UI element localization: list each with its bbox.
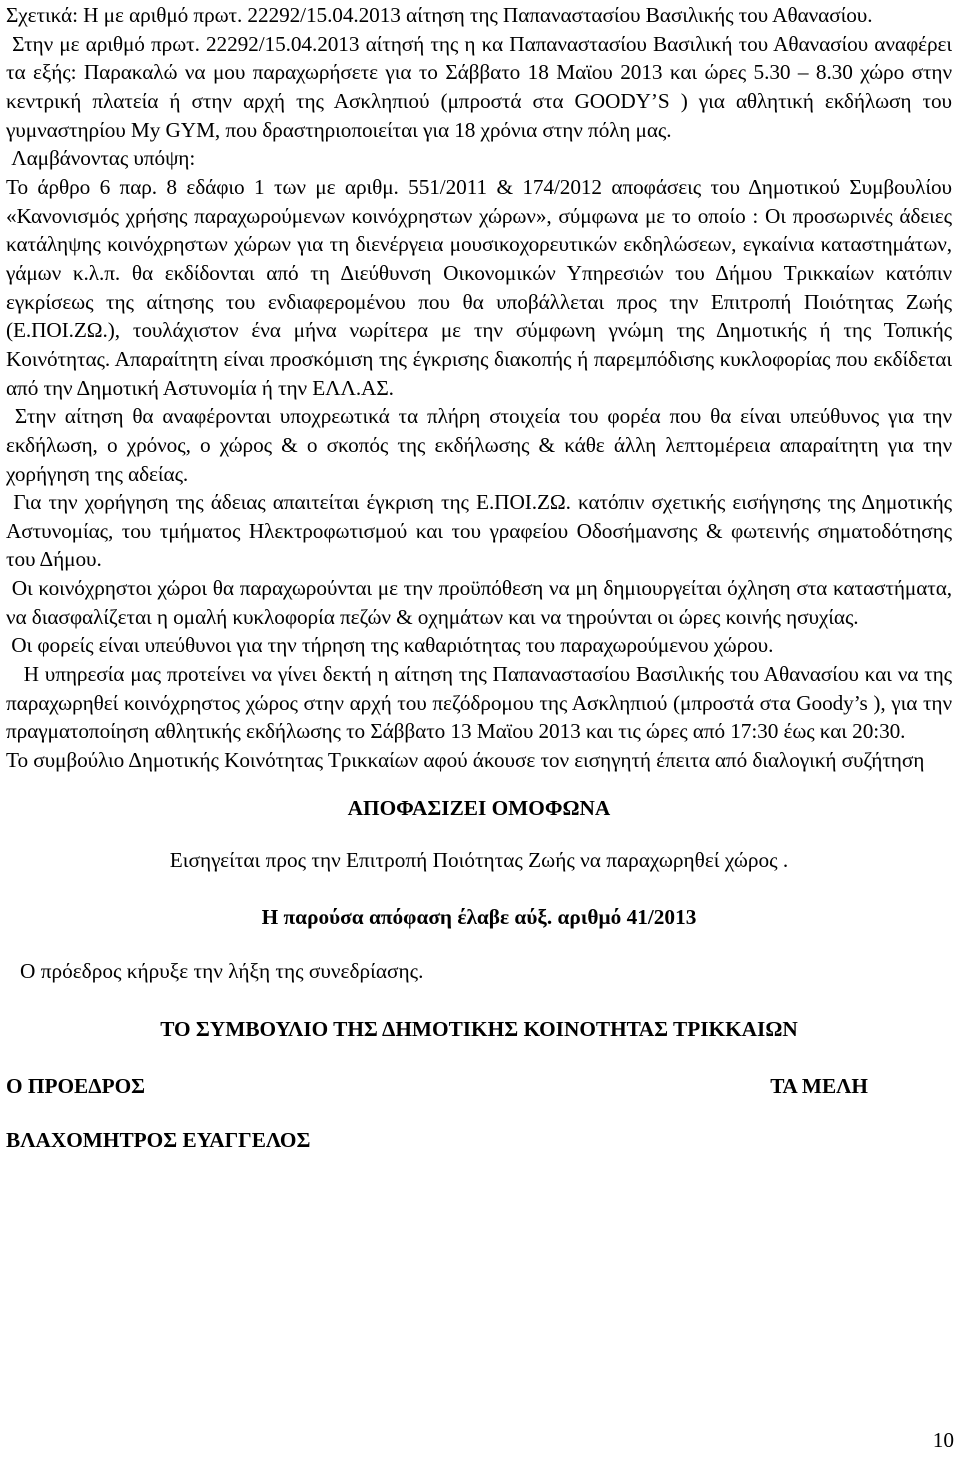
request-paragraph: Στην με αριθμό πρωτ. 22292/15.04.2013 αίτησή της η κα Παπαναστασίου Βασιλική του Αθανασίου αναφέρει τα εξής: Παρακαλώ να μου παραχωρήσετε για το Σάββατο 18 Μαϊου 2013 και ώρες 5.30 – 8.30 χώρο στην κεντρική πλατεία ή στην αρχή της Ασκληπιού (μπροστά στα GOODY’S ) για αθλητική εκδήλωση του γυμναστηρίου My GYM, που δραστηριοποιείται για 18 χρόνια στην πόλη μας. bbox=[6, 31, 952, 142]
members-label: ΤΑ ΜΕΛΗ bbox=[770, 1073, 868, 1098]
council-discussion-paragraph: Το συμβούλιο Δημοτικής Κοινότητας Τρικκαίων αφού άκουσε τον εισηγητή έπειτα από διαλογική συζήτηση bbox=[6, 748, 925, 773]
page-number: 10 bbox=[932, 1428, 954, 1452]
cleanliness-paragraph: Οι φορείς είναι υπεύθυνοι για την τήρηση της καθαριότητας του παραχωρούμενου χώρου. bbox=[6, 633, 774, 658]
approval-paragraph: Για την χορήγηση της άδειας απαιτείται έγκριση της Ε.ΠΟΙ.ΖΩ. κατόπιν σχετικής εισήγησης της Δημοτικής Αστυνομίας, του τμήματος Ηλεκτροφωτισμού και του γραφείου Οδοσήμανσης & φωτεινής σηματοδότησης του Δήμου. bbox=[6, 490, 952, 572]
decision-heading: ΑΠΟΦΑΣΙΖΕΙ ΟΜΟΦΩΝΑ bbox=[347, 795, 611, 820]
document-body bbox=[6, 1, 952, 775]
application-details-paragraph: Στην αίτηση θα αναφέρονται υποχρεωτικά τα πλήρη στοιχεία του φορέα που θα είναι υπεύθυνος για την εκδήλωση, ο χρόνος, ο χώρος & ο σκοπός της εκδήλωσης & κάθε άλλη λεπτομέρεια απαραίτητη για την χορήγηση της αδείας. bbox=[6, 404, 952, 486]
president-label: Ο ΠΡΟΕΔΡΟΣ bbox=[6, 1073, 146, 1098]
recommendation-text: Εισηγείται προς την Επιτροπή Ποιότητας Ζωής να παραχωρηθεί χώρος . bbox=[169, 847, 789, 872]
regulation-paragraph: Το άρθρο 6 παρ. 8 εδάφιο 1 των με αριθμ. 551/2011 & 174/2012 αποφάσεις του Δημοτικού Συμβουλίου «Κανονισμός χρήσης παραχωρούμενων κοινόχρηστων χώρων», σύμφωνα με το οποίο : Οι προσωρινές άδειες κατάληψης κοινόχρηστων χώρων για τη διενέργεια μουσικοχορευτικών εκδηλώσεων, εγκαίνια καταστημάτων, γάμων κ.λ.π. θα εκδίδονται από τη Διεύθυνση Οικονομικών Υπηρεσιών του Δήμου Τρικκαίων κατόπιν εγκρίσεως της αίτησης του ενδιαφερομένου που θα υποβάλλεται προς την Επιτροπή Ποιότητας Ζωής (Ε.ΠΟΙ.ΖΩ.), τουλάχιστον ένα μήνα νωρίτερα με την σύμφωνη γνώμη της Δημοτικής ή της Τοπικής Κοινότητας. Απαραίτητη είναι προσκόμιση της έγκρισης διακοπής ή παρεμπόδισης κυκλοφορίας που εκδίδεται από την Δημοτική Αστυνομία ή την ΕΛΛ.ΑΣ. bbox=[6, 174, 952, 400]
considering-label: Λαμβάνοντας υπόψη: bbox=[6, 146, 196, 171]
subject-paragraph: Σχετικά: Η με αριθμό πρωτ. 22292/15.04.2013 αίτηση της Παπαναστασίου Βασιλικής του Αθανασίου. bbox=[6, 3, 873, 27]
president-name: ΒΛΑΧΟΜΗΤΡΟΣ ΕΥΑΓΓΕΛΟΣ bbox=[6, 1127, 311, 1152]
conditions-paragraph: Οι κοινόχρηστοι χώροι θα παραχωρούνται με την προϋπόθεση να μη δημιουργείται όχληση στα καταστήματα, να διασφαλίζεται η ομαλή κυκλοφορία πεζών & οχημάτων και να τηρούνται οι ώρες κοινής ησυχίας. bbox=[6, 576, 952, 629]
council-name: ΤΟ ΣΥΜΒΟΥΛΙΟ ΤΗΣ ΔΗΜΟΤΙΚΗΣ ΚΟΙΝΟΤΗΤΑΣ ΤΡΙΚΚΑΙΩΝ bbox=[160, 1016, 798, 1041]
signature-row bbox=[6, 1072, 952, 1100]
closing-text: Ο πρόεδρος κήρυξε την λήξη της συνεδρίασης. bbox=[20, 958, 424, 983]
proposal-paragraph: Η υπηρεσία μας προτείνει να γίνει δεκτή η αίτηση της Παπαναστασίου Βασιλικής του Αθανασίου και να της παραχωρηθεί κοινόχρηστος χώρος στην αρχή του πεζόδρομου της Ασκληπιού (μπροστά στα Goody’s ), για την πραγματοποίηση αθλητικής εκδήλωσης το Σάββατο 13 Μαϊου 2013 και τις ώρες από 17:30 έως και 20:30. bbox=[6, 662, 952, 744]
decision-number: Η παρούσα απόφαση έλαβε αύξ. αριθμό 41/2013 bbox=[261, 904, 697, 929]
